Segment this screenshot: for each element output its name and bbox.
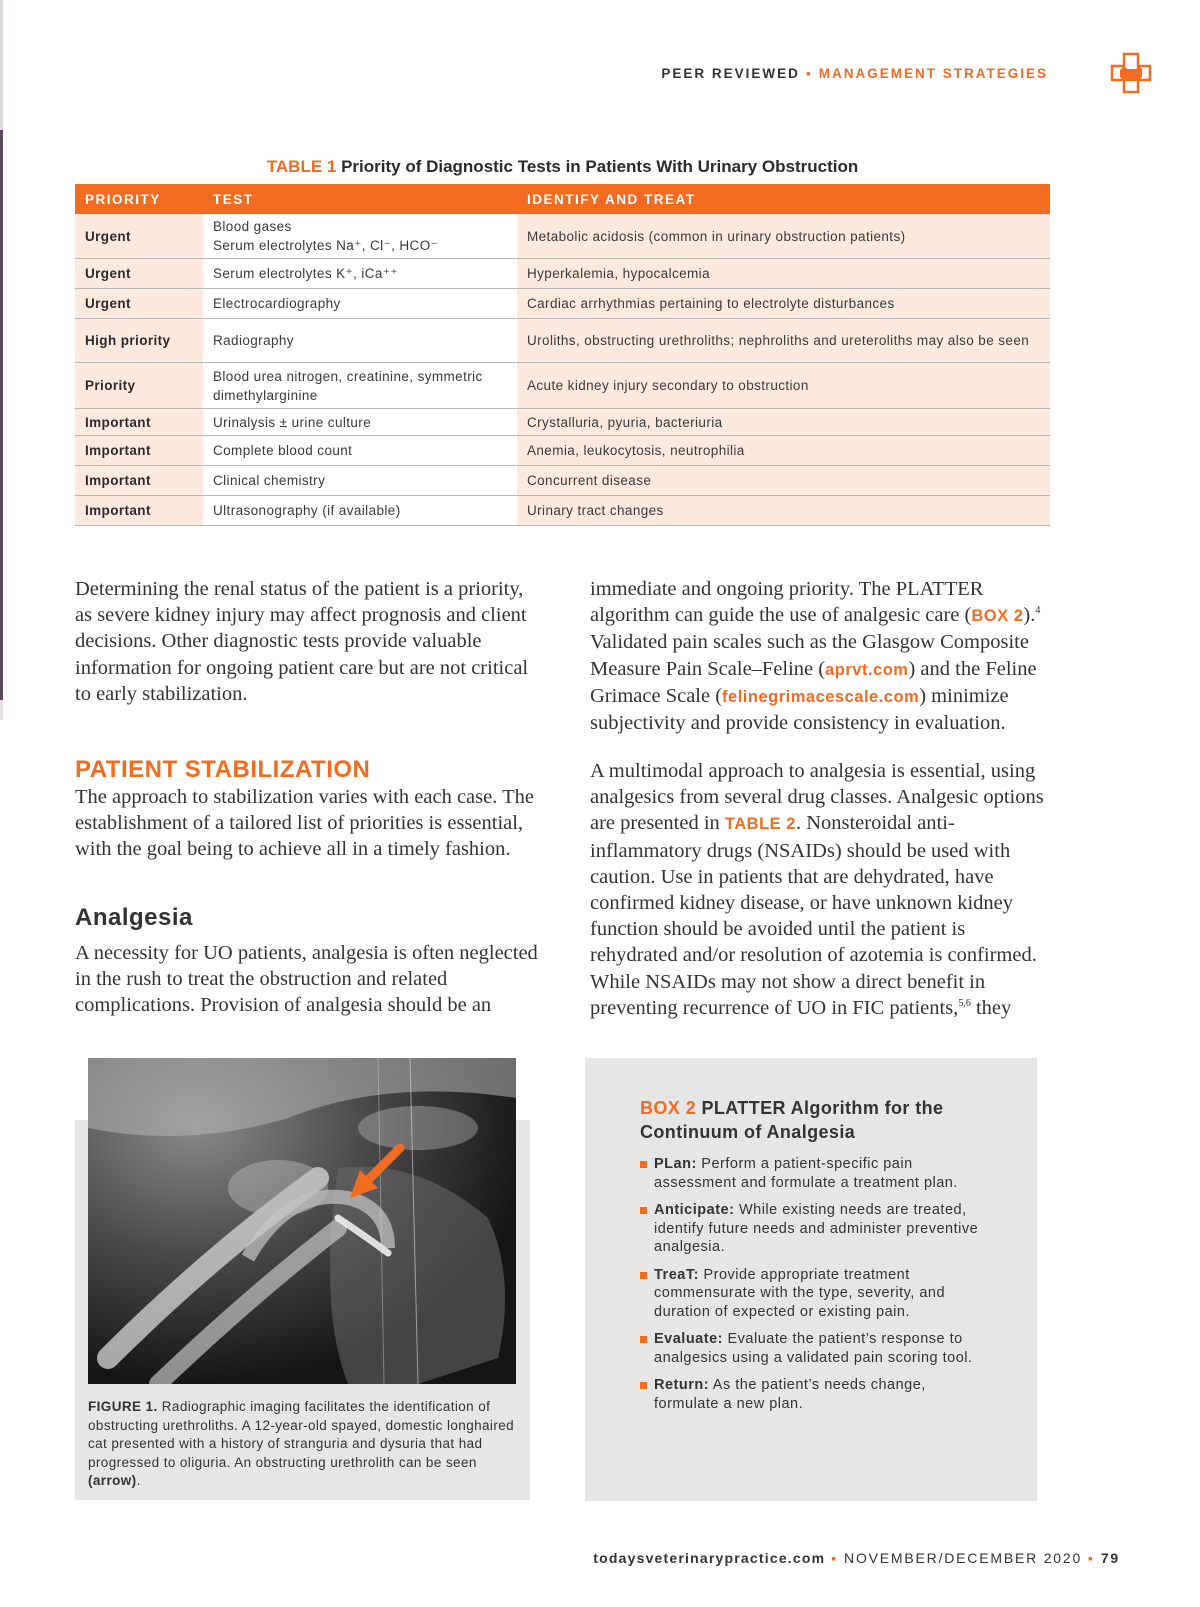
text-run: ) and the Feline Grimace Scale ( <box>590 657 1037 707</box>
feline-grimace-scale-link[interactable]: felinegrimacescale.com <box>722 687 920 706</box>
page-edge-line <box>0 0 3 720</box>
list-item-text: As the patient’s needs change, formulate a new plan. <box>654 1377 926 1412</box>
priority-cell: Urgent <box>75 289 203 319</box>
test-cell <box>203 214 517 259</box>
medical-cross-animal-icon <box>1108 50 1154 96</box>
table-title <box>75 157 1050 177</box>
identify-cell: Uroliths, obstructing urethroliths; nephroliths and ureteroliths may also be seen <box>517 319 1050 363</box>
priority-cell: Important <box>75 466 203 496</box>
test-line: Serum electrolytes Na⁺, Cl⁻, HCO⁻ <box>213 238 439 253</box>
box2-title <box>640 1096 1000 1144</box>
test-cell: Blood urea nitrogen, creatinine, symmetric dimethylarginine <box>203 363 517 409</box>
running-footer <box>593 1550 1120 1566</box>
paragraph-stabilization: The approach to stabilization varies with each case. The establishment of a tailored list of priorities is essential, with the goal being to achieve all in a timely fashion. <box>75 786 534 861</box>
identify-cell: Concurrent disease <box>517 466 1050 496</box>
figure-label: FIGURE 1. <box>88 1399 158 1414</box>
paragraph-analgesia: A necessity for UO patients, analgesia is often neglected in the rush to treat the obstruction and related complications. Provision of analgesia should be an <box>75 942 538 1017</box>
radiograph-drawing <box>88 1058 516 1384</box>
diagnostic-tests-table <box>75 184 1050 526</box>
caption-arrow-note: (arrow) <box>88 1473 137 1488</box>
list-item-term: Return: <box>654 1377 710 1393</box>
caption-end: . <box>136 1473 141 1488</box>
table-row <box>75 409 1050 436</box>
text-run: they <box>970 996 1012 1019</box>
list-item-text: Provide appropriate treatment commensurate with the type, severity, and duration of expected or existing pain. <box>654 1266 946 1320</box>
priority-cell: High priority <box>75 319 203 363</box>
footer-site-link[interactable]: todaysveterinarypractice.com <box>593 1550 826 1566</box>
list-item-term: Anticipate: <box>654 1202 735 1218</box>
list-item-text: While existing needs are treated, identify future needs and administer preventive analgesia. <box>654 1202 979 1255</box>
running-header <box>661 66 1048 81</box>
heading-analgesia: Analgesia <box>75 904 193 931</box>
table-row <box>75 259 1050 289</box>
priority-cell: Important <box>75 409 203 436</box>
box2-reference-link[interactable]: BOX 2 <box>971 607 1024 626</box>
identify-cell: Crystalluria, pyuria, bacteriuria <box>517 409 1050 436</box>
list-item-term: PLan: <box>654 1156 697 1172</box>
paragraph-platter <box>590 576 1055 736</box>
footer-issue: NOVEMBER/DECEMBER 2020 <box>844 1550 1083 1566</box>
table-row <box>75 496 1050 526</box>
priority-cell: Urgent <box>75 259 203 289</box>
test-cell: Electrocardiography <box>203 289 517 319</box>
table2-reference-link[interactable]: TABLE 2 <box>724 815 796 834</box>
radiograph-image <box>88 1058 516 1384</box>
identify-cell: Acute kidney injury secondary to obstruction <box>517 363 1050 409</box>
platter-list <box>640 1155 995 1422</box>
identify-cell: Cardiac arrhythmias pertaining to electrolyte disturbances <box>517 289 1050 319</box>
list-item <box>640 1376 995 1413</box>
identify-cell: Urinary tract changes <box>517 496 1050 526</box>
column-header-identify: IDENTIFY AND TREAT <box>517 184 1050 214</box>
list-item-text: Evaluate the patient’s response to analgesics using a validated pain scoring tool. <box>654 1331 973 1366</box>
table-row <box>75 214 1050 259</box>
table-header-row <box>75 184 1050 214</box>
identify-cell: Metabolic acidosis (common in urinary obstruction patients) <box>517 214 1050 259</box>
list-item <box>640 1266 995 1322</box>
test-cell: Ultrasonography (if available) <box>203 496 517 526</box>
priority-cell: Important <box>75 496 203 526</box>
aprvt-link[interactable]: aprvt.com <box>825 660 909 679</box>
text-run: A multimodal approach to analgesia is essential, using analgesics from several drug classes. Analgesic options are presented in <box>590 760 1044 835</box>
bullet-icon <box>640 1272 647 1279</box>
list-item <box>640 1330 995 1367</box>
test-cell: Clinical chemistry <box>203 466 517 496</box>
caption-text: Radiographic imaging facilitates the identification of obstructing urethroliths. A 12-year-old spayed, domestic longhaired cat presented with a history of stranguria and dysuria that had progressed to oliguria. An obstructing urethrolith can be seen <box>88 1399 515 1470</box>
priority-cell: Priority <box>75 363 203 409</box>
heading-patient-stabilization: PATIENT STABILIZATION <box>75 756 371 783</box>
footer-separator: ▪ <box>831 1550 839 1566</box>
citation-ref: 5,6 <box>958 998 971 1009</box>
page-number: 79 <box>1100 1550 1120 1566</box>
list-item <box>640 1201 995 1257</box>
bullet-icon <box>640 1336 647 1343</box>
list-item-term: TreaT: <box>654 1266 699 1283</box>
table-row <box>75 466 1050 496</box>
list-item-text: Perform a patient-specific pain assessment and formulate a treatment plan. <box>654 1156 958 1191</box>
text-run: ). <box>1023 604 1036 627</box>
priority-cell: Urgent <box>75 214 203 259</box>
footer-separator: ▪ <box>1088 1550 1095 1566</box>
priority-cell: Important <box>75 436 203 466</box>
identify-cell: Anemia, leukocytosis, neutrophilia <box>517 436 1050 466</box>
header-section: MANAGEMENT STRATEGIES <box>818 66 1048 81</box>
table-label: TABLE 1 <box>266 157 337 176</box>
header-label: PEER REVIEWED <box>661 66 800 81</box>
bullet-icon <box>640 1382 647 1389</box>
paragraph-renal-status: Determining the renal status of the patient is a priority, as severe kidney injury may affect prognosis and client decisions. Other diagnostic tests provide valuable information for ongoing patient care but are not critical to early stabilization. <box>75 578 529 705</box>
table-row <box>75 436 1050 466</box>
text-run: Validated pain scales such as the Glasgow Composite Measure Pain Scale–Feline ( <box>590 631 1029 680</box>
test-cell: Serum electrolytes K⁺, iCa⁺⁺ <box>203 259 517 289</box>
table-title-text: Priority of Diagnostic Tests in Patients With Urinary Obstruction <box>341 157 859 176</box>
figure-caption <box>88 1398 523 1491</box>
list-item <box>640 1155 995 1192</box>
box2-label: BOX 2 <box>640 1098 697 1118</box>
table-row <box>75 289 1050 319</box>
bullet-icon <box>640 1207 647 1214</box>
column-header-test: TEST <box>203 184 517 214</box>
box2-title-text: PLATTER Algorithm for the Continuum of Analgesia <box>640 1098 944 1142</box>
bullet-icon <box>640 1161 647 1168</box>
text-run: immediate and ongoing priority. The PLATTER algorithm can guide the use of analgesic care ( <box>590 578 984 627</box>
test-cell: Complete blood count <box>203 436 517 466</box>
table-row <box>75 363 1050 409</box>
text-run: ) minimize subjectivity and provide consistency in evaluation. <box>590 684 1009 735</box>
identify-cell: Hyperkalemia, hypocalcemia <box>517 259 1050 289</box>
test-line: Blood gases <box>213 219 292 234</box>
test-cell: Radiography <box>203 319 517 363</box>
list-item-term: Evaluate: <box>654 1331 723 1347</box>
column-header-priority: PRIORITY <box>75 184 203 214</box>
text-run: . Nonsteroidal anti-inflammatory drugs (NSAIDs) should be used with caution. Use in patients that are dehydrated, have confirmed kidney disease, or have unknown kidney function should be avoided until the patient is rehydrated and/or resolution of azotemia is confirmed. While NSAIDs may not show a direct benefit in preventing recurrence of UO in FIC patients, <box>590 812 1037 1019</box>
test-cell: Urinalysis ± urine culture <box>203 409 517 436</box>
header-separator: ▪ <box>805 66 813 81</box>
paragraph-multimodal <box>590 758 1055 1021</box>
table-row <box>75 319 1050 363</box>
citation-ref: 4 <box>1035 605 1041 617</box>
